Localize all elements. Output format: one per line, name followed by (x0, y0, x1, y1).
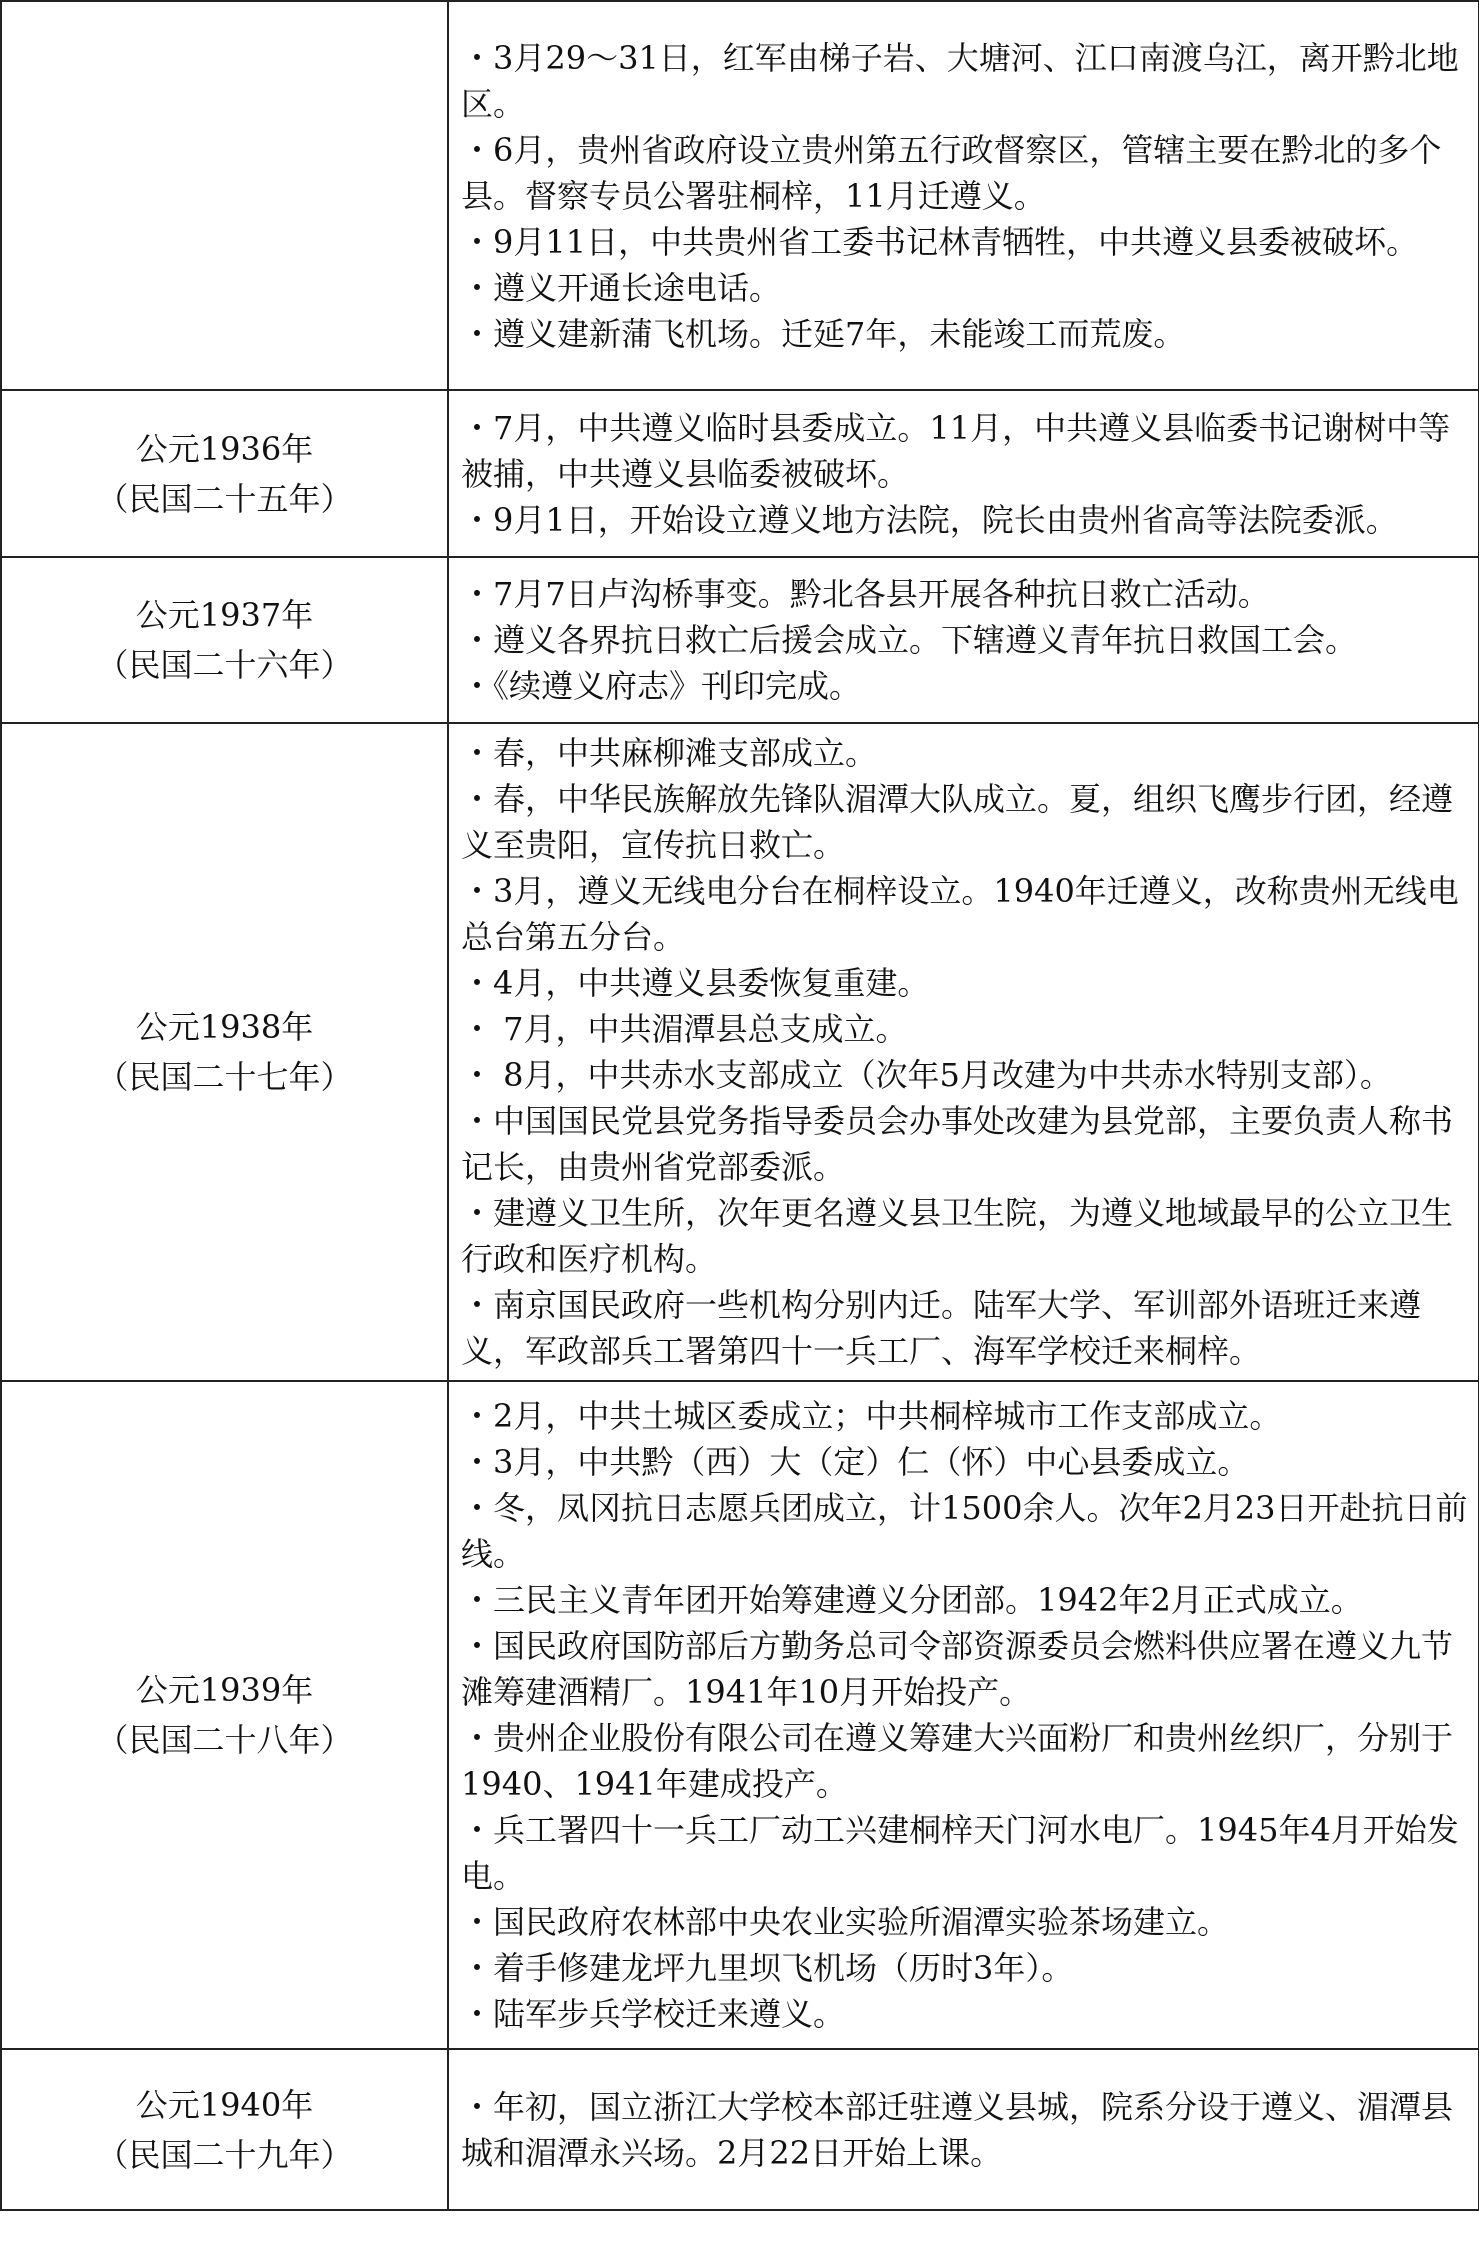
events-cell (448, 557, 1479, 723)
year-cell (1, 390, 448, 557)
year-label: 公元1936年 (135, 429, 314, 468)
event-item: ・国民政府国防部后方勤务总司令部资源委员会燃料供应署在遵义九节滩筹建酒精厂。1941年10月开始投产。 (461, 1627, 1454, 1711)
event-item: ・三民主义青年团开始筹建遵义分团部。1942年2月正式成立。 (461, 1581, 1363, 1619)
year-label: 公元1937年 (135, 596, 314, 634)
event-item: ・年初，国立浙江大学校本部迁驻遵义县城，院系分设于遵义、湄潭县城和湄潭永兴场。2月22日开始上课。 (461, 2087, 1454, 2172)
era-label: （民国二十六年） (96, 646, 353, 684)
event-item: ・3月，遵义无线电分台在桐梓设立。1940年迁遵义，改称贵州无线电总台第五分台。 (461, 872, 1459, 956)
events-cell (448, 2049, 1479, 2210)
era-label: （民国二十九年） (96, 2135, 353, 2174)
chronicle-row (1, 723, 1479, 1381)
event-item: ・中国国民党县党务指导委员会办事处改建为县党部，主要负责人称书记长，由贵州省党部委派。 (461, 1102, 1454, 1186)
year-label: 公元1940年 (135, 2085, 314, 2124)
era-label: （民国二十八年） (96, 1721, 353, 1759)
event-item: ・ 7月，中共湄潭县总支成立。 (461, 1010, 908, 1048)
chronicle-row (1, 2049, 1479, 2210)
event-item: ・2月，中共土城区委成立；中共桐梓城市工作支部成立。 (461, 1397, 1282, 1435)
events-cell (448, 723, 1479, 1381)
event-item: ・国民政府农林部中央农业实验所湄潭实验茶场建立。 (461, 1903, 1230, 1941)
event-item: ・《续遵义府志》刊印完成。 (461, 667, 862, 705)
event-item: ・春，中华民族解放先锋队湄潭大队成立。夏，组织飞鹰步行团，经遵义至贵阳，宣传抗日救亡。 (461, 780, 1454, 864)
events-cell (448, 1381, 1479, 2049)
event-item: ・7月，中共遵义临时县委成立。11月，中共遵义县临委书记谢树中等被捕，中共遵义县临委被破坏。 (461, 408, 1451, 493)
event-item: ・着手修建龙坪九里坝飞机场（历时3年）。 (461, 1949, 1074, 1987)
event-item: ・4月，中共遵义县委恢复重建。 (461, 964, 930, 1002)
events-cell (448, 390, 1479, 557)
chronicle-row (1, 390, 1479, 557)
era-label: （民国二十七年） (96, 1058, 353, 1096)
event-item: ・6月，贵州省政府设立贵州第五行政督察区，管辖主要在黔北的多个县。督察专员公署驻桐梓，11月迁遵义。 (461, 130, 1442, 215)
event-item: ・遵义建新蒲飞机场。迁延7年，未能竣工而荒废。 (461, 314, 1186, 353)
event-item: ・ 8月，中共赤水支部成立（次年5月改建为中共赤水特别支部）。 (461, 1056, 1392, 1094)
event-item: ・遵义开通长途电话。 (461, 268, 782, 307)
year-label: 公元1938年 (135, 1008, 314, 1046)
events-cell (448, 1, 1479, 390)
year-cell (1, 1, 448, 390)
event-item: ・9月11日，中共贵州省工委书记林青牺牲，中共遵义县委被破坏。 (461, 222, 1419, 261)
chronicle-row (1, 1, 1479, 390)
event-item: ・兵工署四十一兵工厂动工兴建桐梓天门河水电厂。1945年4月开始发电。 (461, 1811, 1459, 1895)
event-item: ・7月7日卢沟桥事变。黔北各县开展各种抗日救亡活动。 (461, 575, 1270, 613)
year-cell (1, 557, 448, 723)
event-item: ・9月1日，开始设立遵义地方法院，院长由贵州省高等法院委派。 (461, 500, 1398, 539)
chronicle-body (1, 1, 1479, 2210)
year-cell (1, 2049, 448, 2210)
chronicle-row (1, 557, 1479, 723)
event-item: ・冬，凤冈抗日志愿兵团成立，计1500余人。次年2月23日开赴抗日前线。 (461, 1489, 1468, 1573)
event-item: ・春，中共麻柳滩支部成立。 (461, 734, 878, 772)
event-item: ・贵州企业股份有限公司在遵义筹建大兴面粉厂和贵州丝织厂，分别于1940、1941年建成投产。 (461, 1719, 1454, 1803)
event-item: ・陆军步兵学校迁来遵义。 (461, 1995, 846, 2033)
event-item: ・南京国民政府一些机构分别内迁。陆军大学、军训部外语班迁来遵义，军政部兵工署第四十一兵工厂、海军学校迁来桐梓。 (461, 1286, 1422, 1370)
year-cell (1, 723, 448, 1381)
event-item: ・3月，中共黔（西）大（定）仁（怀）中心县委成立。 (461, 1443, 1250, 1481)
event-item: ・建遵义卫生所，次年更名遵义县卫生院，为遵义地域最早的公立卫生行政和医疗机构。 (461, 1194, 1454, 1278)
era-label: （民国二十五年） (96, 479, 353, 518)
year-cell (1, 1381, 448, 2049)
event-item: ・遵义各界抗日救亡后援会成立。下辖遵义青年抗日救国工会。 (461, 621, 1358, 659)
event-item: ・3月29～31日，红军由梯子岩、大塘河、江口南渡乌江，离开黔北地区。 (461, 38, 1459, 123)
chronicle-row (1, 1381, 1479, 2049)
year-label: 公元1939年 (135, 1671, 314, 1709)
